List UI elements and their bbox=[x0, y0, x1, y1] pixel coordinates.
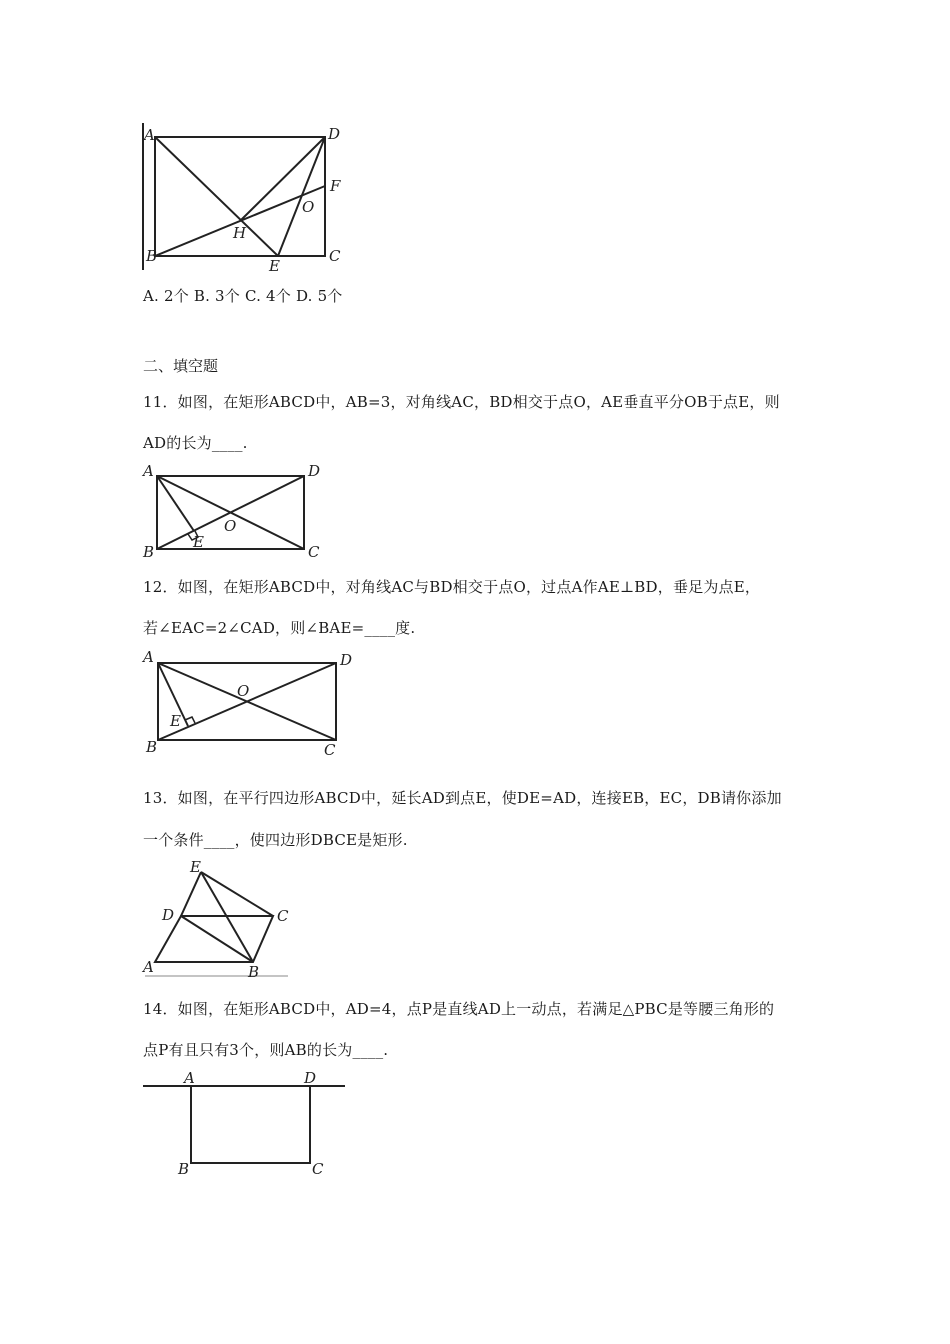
q12-line1: 12．如图，在矩形ABCD中，对角线AC与BD相交于点O，过点A作AE⊥BD，垂足为点E， bbox=[143, 578, 761, 596]
label-o: O bbox=[224, 517, 237, 535]
label-f: F bbox=[330, 177, 341, 195]
q11-line2: AD的长为____. bbox=[143, 434, 248, 452]
figure-q14 bbox=[140, 1068, 350, 1178]
figure-q12 bbox=[140, 648, 353, 760]
label-b: B bbox=[146, 247, 158, 265]
q11-line1: 11．如图，在矩形ABCD中，AB=3，对角线AC，BD相交于点O，AE垂直平分OB于点E，则 bbox=[143, 393, 780, 411]
label-a: A bbox=[184, 1069, 195, 1087]
figure-q10 bbox=[130, 115, 360, 280]
label-e: E bbox=[170, 712, 181, 730]
label-d: D bbox=[328, 125, 341, 143]
q10-options: A. 2个 B. 3个 C. 4个 D. 5个 bbox=[143, 287, 343, 305]
label-b: B bbox=[146, 738, 158, 756]
q13-line1: 13．如图，在平行四边形ABCD中，延长AD到点E，使DE=AD，连接EB，EC，DB请你添加 bbox=[143, 789, 782, 807]
q13-line2: 一个条件____，使四边形DBCE是矩形. bbox=[143, 831, 408, 849]
label-c: C bbox=[312, 1160, 324, 1178]
label-e: E bbox=[193, 533, 204, 551]
label-o: O bbox=[237, 682, 250, 700]
label-a: A bbox=[143, 462, 154, 480]
label-h: H bbox=[233, 224, 247, 242]
rectangle-abcd bbox=[191, 1086, 310, 1163]
label-d: D bbox=[304, 1069, 317, 1087]
figure-q13 bbox=[140, 855, 295, 980]
q12-line2: 若∠EAC=2∠CAD，则∠BAE=____度. bbox=[143, 619, 416, 637]
label-o: O bbox=[302, 198, 315, 216]
label-b: B bbox=[143, 543, 155, 561]
figure-q11 bbox=[140, 460, 330, 565]
label-e: E bbox=[269, 257, 280, 275]
label-a: A bbox=[143, 648, 154, 666]
segment-ec bbox=[201, 872, 273, 916]
label-a: A bbox=[143, 958, 154, 976]
label-d: D bbox=[308, 462, 321, 480]
segment-db bbox=[181, 916, 253, 962]
label-c: C bbox=[308, 543, 320, 561]
segment-bf bbox=[155, 186, 325, 256]
label-c: C bbox=[329, 247, 341, 265]
label-a: A bbox=[144, 126, 155, 144]
section-heading: 二、填空题 bbox=[143, 357, 219, 375]
label-d: D bbox=[340, 651, 353, 669]
segment-de bbox=[181, 872, 201, 916]
segment-ae bbox=[155, 137, 278, 256]
label-c: C bbox=[324, 741, 336, 759]
q14-line2: 点P有且只有3个，则AB的长为____. bbox=[143, 1041, 389, 1059]
label-e: E bbox=[190, 858, 201, 876]
label-c: C bbox=[277, 907, 289, 925]
q14-line1: 14．如图，在矩形ABCD中，AD=4，点P是直线AD上一动点，若满足△PBC是等腰三角形的 bbox=[143, 1000, 775, 1018]
label-b: B bbox=[178, 1160, 190, 1178]
label-d: D bbox=[162, 906, 175, 924]
label-b: B bbox=[248, 963, 260, 981]
